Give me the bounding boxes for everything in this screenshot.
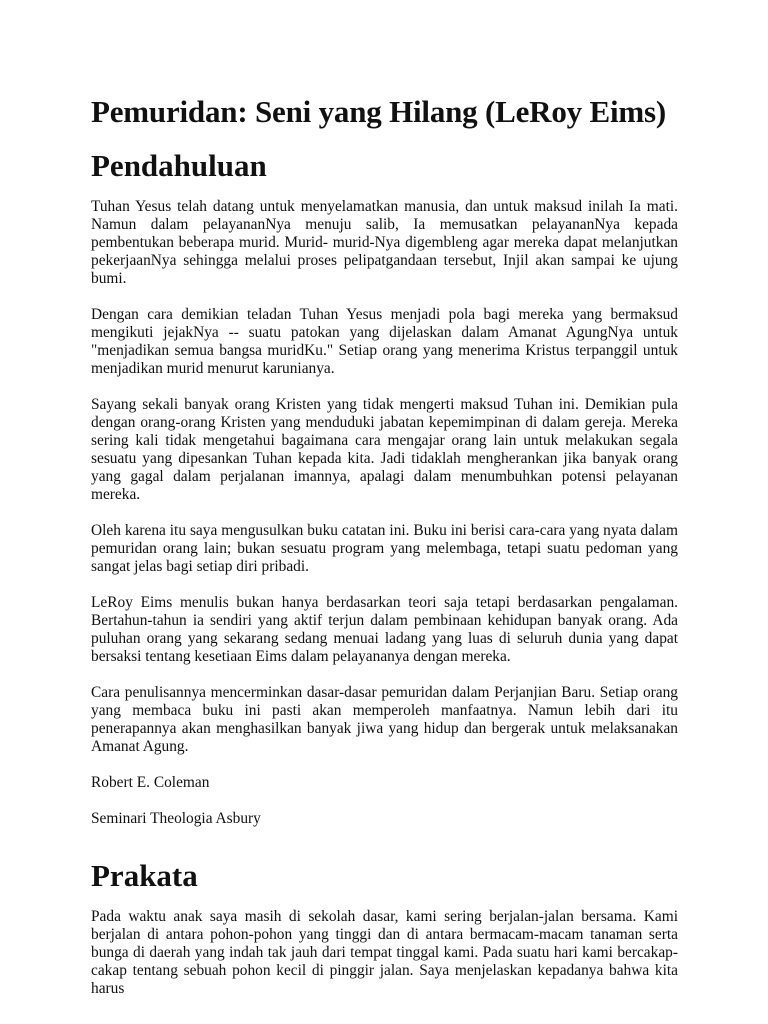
- signature-name: Robert E. Coleman: [91, 774, 210, 791]
- document-content: [91, 92, 678, 998]
- paragraph: Tuhan Yesus telah datang untuk menyelamatkan manusia, dan untuk maksud inilah Ia mati. Namun dalam pelayananNya menuju salib, Ia memusatkan pelayananNya kepada pembentukan beberapa murid. Murid- murid-Nya digembleng agar mereka dapat melanjutkan pekerjaanNya sehingga melalui proses pelipatgandaan tersebut, Injil akan sampai ke ujung bumi.: [91, 198, 678, 287]
- signature-affiliation: Seminari Theologia Asbury: [91, 810, 261, 827]
- paragraph: Oleh karena itu saya mengusulkan buku catatan ini. Buku ini berisi cara-cara yang nyata dalam pemuridan orang lain; bukan sesuatu program yang melembaga, tetapi suatu pedoman yang sangat jelas bagi setiap diri pribadi.: [91, 522, 678, 575]
- section-heading-pendahuluan: Pendahuluan: [91, 148, 267, 183]
- paragraph: LeRoy Eims menulis bukan hanya berdasarkan teori saja tetapi berdasarkan pengalaman. Bertahun-tahun ia sendiri yang aktif terjun dalam pembinaan kehidupan banyak orang. Ada puluhan orang yang sekarang sedang menuai ladang yang luas di seluruh dunia yang dapat bersaksi tentang kesetiaan Eims dalam pelayananya dengan mereka.: [91, 594, 678, 665]
- paragraph: Pada waktu anak saya masih di sekolah dasar, kami sering berjalan-jalan bersama. Kami berjalan di antara pohon-pohon yang tinggi dan di antara bermacam-macam tanaman serta bunga di daerah yang indah tak jauh dari tempat tinggal kami. Pada suatu hari kami bercakap-cakap tentang sebuah pohon kecil di pinggir jalan. Saya menjelaskan kepadanya bahwa kita harus: [91, 908, 678, 997]
- paragraph: Dengan cara demikian teladan Tuhan Yesus menjadi pola bagi mereka yang bermaksud mengikuti jejakNya -- suatu patokan yang dijelaskan dalam Amanat AgungNya untuk "menjadikan semua bangsa muridKu." Setiap orang yang menerima Kristus terpanggil untuk menjadikan murid menurut karunianya.: [91, 306, 678, 377]
- document-title: Pemuridan: Seni yang Hilang (LeRoy Eims): [91, 94, 667, 129]
- paragraph: Cara penulisannya mencerminkan dasar-dasar pemuridan dalam Perjanjian Baru. Setiap orang yang membaca buku ini pasti akan memperoleh manfaatnya. Namun lebih dari itu penerapannya akan menghasilkan banyak jiwa yang hidup dan bergerak untuk melaksanakan Amanat Agung.: [91, 684, 678, 755]
- section-body-prakata: [91, 908, 678, 998]
- section-heading-prakata: Prakata: [91, 858, 198, 893]
- section-body-pendahuluan: [91, 198, 678, 828]
- paragraph: Sayang sekali banyak orang Kristen yang tidak mengerti maksud Tuhan ini. Demikian pula dengan orang-orang Kristen yang menduduki jabatan kepemimpinan di dalam gereja. Mereka sering kali tidak mengetahui bagaimana cara mengajar orang lain untuk melakukan segala sesuatu yang dipesankan Tuhan kepada kita. Jadi tidaklah mengherankan jika banyak orang yang gagal dalam perjalanan imannya, apalagi dalam menumbuhkan potensi pelayanan mereka.: [91, 396, 678, 503]
